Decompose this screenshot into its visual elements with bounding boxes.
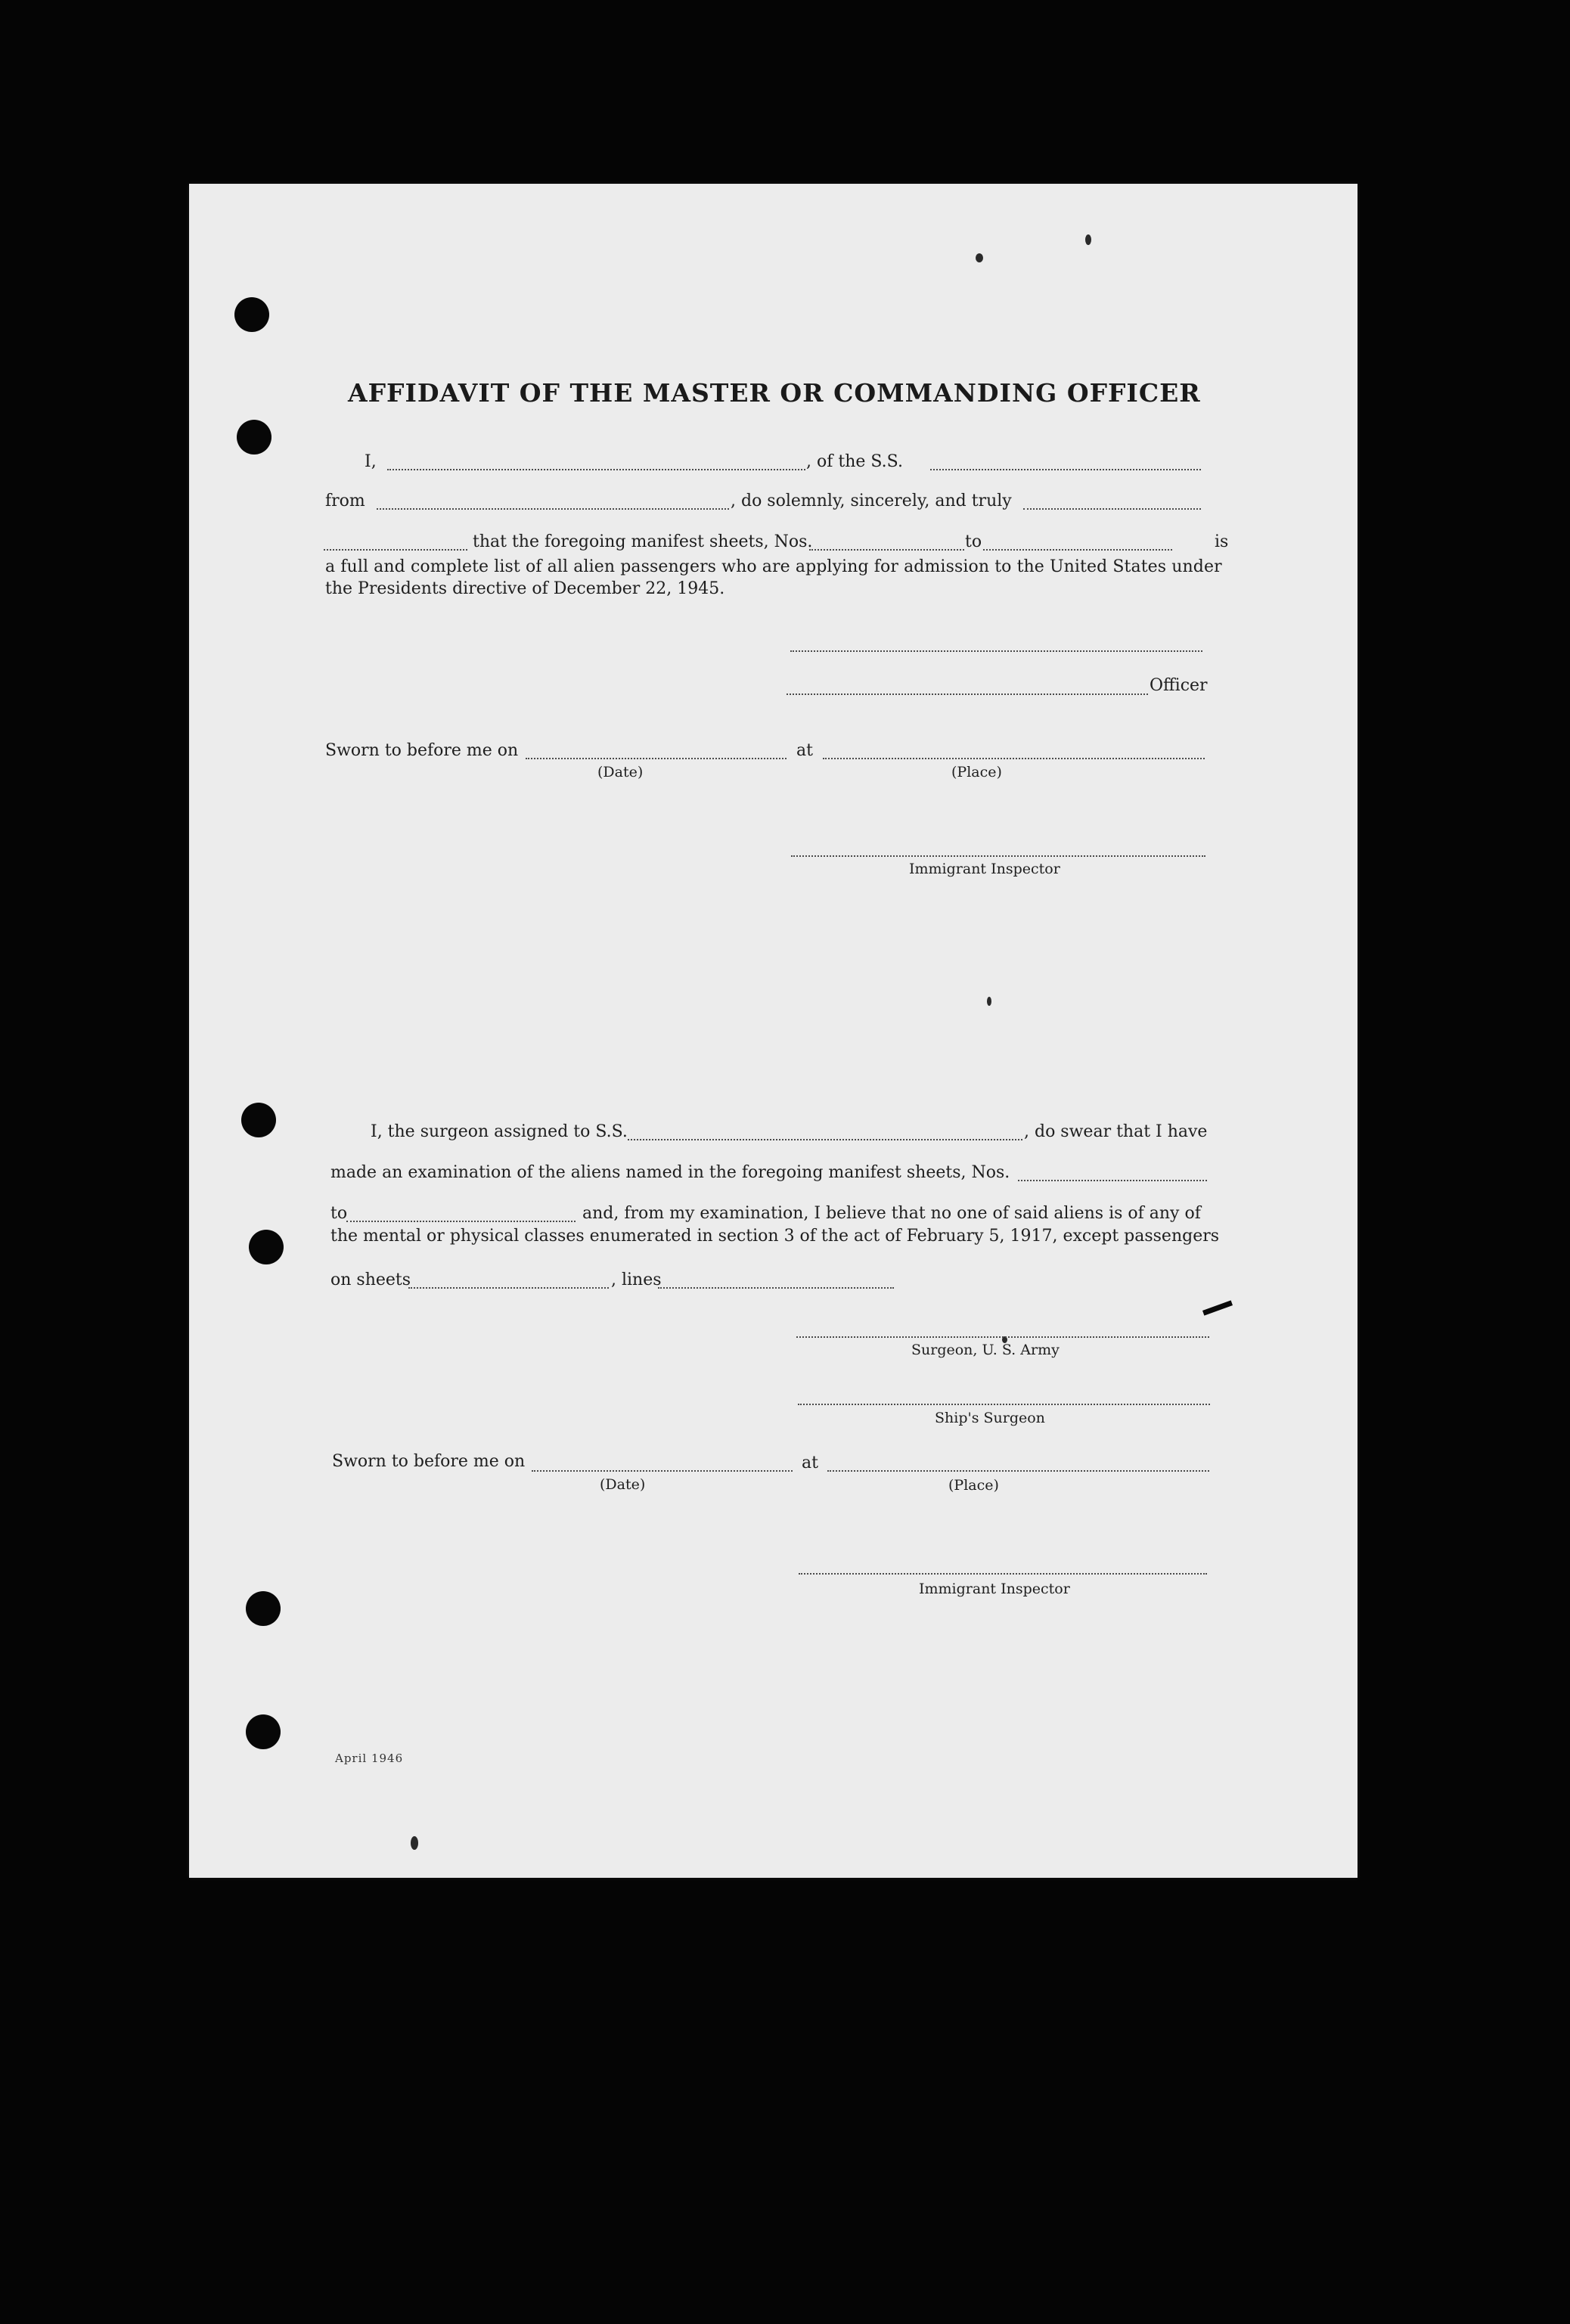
master-nos-from-field[interactable] (809, 549, 964, 551)
ship-surgeon-label: Ship's Surgeon (935, 1410, 1045, 1426)
scan-speck (987, 997, 991, 1006)
master-is-label: is (1215, 532, 1229, 551)
scan-speck (411, 1836, 418, 1850)
surgeon-inspector-label: Immigrant Inspector (919, 1581, 1070, 1597)
surgeon-exam-result-text: and, from my examination, I believe that no one of said aliens is of any of (582, 1204, 1201, 1223)
surgeon-exam-text: made an examination of the aliens named in the foregoing manifest sheets, Nos. (330, 1163, 1010, 1182)
surgeon-intro-text: I, the surgeon assigned to S.S. (371, 1122, 628, 1141)
surgeon-sheets-field[interactable] (408, 1287, 609, 1289)
surgeon-lines-field[interactable] (658, 1287, 894, 1289)
master-statement-line: the Presidents directive of December 22, 1945. (325, 579, 725, 598)
master-swear-text: , do solemnly, sincerely, and truly (731, 492, 1012, 510)
scan-speck (1085, 234, 1091, 245)
ship-surgeon-signature-field[interactable] (798, 1404, 1210, 1405)
master-nos-to-field[interactable] (983, 549, 1172, 551)
master-i-label: I, (365, 452, 377, 471)
surgeon-sheets-label: on sheets (330, 1271, 411, 1289)
master-sworn-date-field[interactable] (526, 758, 787, 759)
officer-label: Officer (1150, 676, 1208, 695)
punch-hole (249, 1230, 284, 1264)
army-surgeon-label: Surgeon, U. S. Army (911, 1342, 1060, 1358)
master-manifest-text: that the foregoing manifest sheets, Nos. (473, 532, 813, 551)
officer-signature-field[interactable] (790, 650, 1202, 652)
surgeon-date-caption: (Date) (600, 1476, 646, 1493)
master-place-caption: (Place) (951, 764, 1002, 780)
surgeon-lines-label: , lines (611, 1271, 662, 1289)
surgeon-ship-field[interactable] (628, 1139, 1022, 1140)
master-to-label: to (965, 532, 982, 551)
master-oath-field[interactable] (324, 549, 467, 551)
master-ship-field[interactable] (930, 469, 1201, 470)
scan-speck (976, 253, 983, 262)
master-ss-label: , of the S.S. (806, 452, 903, 471)
surgeon-classes-text: the mental or physical classes enumerated in section 3 of the act of February 5, 1917, except passengers (330, 1227, 1220, 1246)
master-at-label: at (796, 741, 813, 760)
master-sworn-place-field[interactable] (823, 758, 1205, 759)
master-from-field[interactable] (377, 508, 729, 510)
army-surgeon-signature-field[interactable] (796, 1336, 1209, 1338)
form-date-footer: April 1946 (335, 1752, 404, 1765)
master-inspector-field[interactable] (791, 855, 1205, 857)
punch-hole (241, 1103, 276, 1137)
punch-hole (234, 297, 269, 332)
master-name-field[interactable] (387, 469, 805, 470)
officer-title-field[interactable] (787, 693, 1148, 695)
punch-hole (237, 420, 271, 455)
master-date-caption: (Date) (597, 764, 644, 780)
punch-hole (246, 1591, 281, 1626)
surgeon-nos-from-field[interactable] (1018, 1180, 1207, 1181)
form-page (189, 184, 1357, 1878)
surgeon-to-label: to (330, 1204, 348, 1223)
master-sworn-label: Sworn to before me on (325, 741, 519, 760)
surgeon-at-label: at (802, 1454, 818, 1472)
master-inspector-label: Immigrant Inspector (909, 861, 1060, 877)
punch-hole (246, 1714, 281, 1749)
surgeon-sworn-label: Sworn to before me on (332, 1452, 526, 1471)
master-from-label: from (325, 492, 365, 510)
surgeon-swear-text: , do swear that I have (1024, 1122, 1208, 1141)
surgeon-nos-to-field[interactable] (346, 1221, 576, 1222)
surgeon-sworn-date-field[interactable] (532, 1470, 793, 1472)
form-title: AFFIDAVIT OF THE MASTER OR COMMANDING OFFICER (348, 378, 1201, 408)
surgeon-place-caption: (Place) (948, 1477, 999, 1494)
master-statement-line: a full and complete list of all alien passengers who are applying for admission to the United States under (325, 557, 1222, 576)
surgeon-inspector-field[interactable] (799, 1573, 1207, 1575)
surgeon-sworn-place-field[interactable] (827, 1470, 1209, 1472)
master-swear-field[interactable] (1023, 508, 1201, 510)
